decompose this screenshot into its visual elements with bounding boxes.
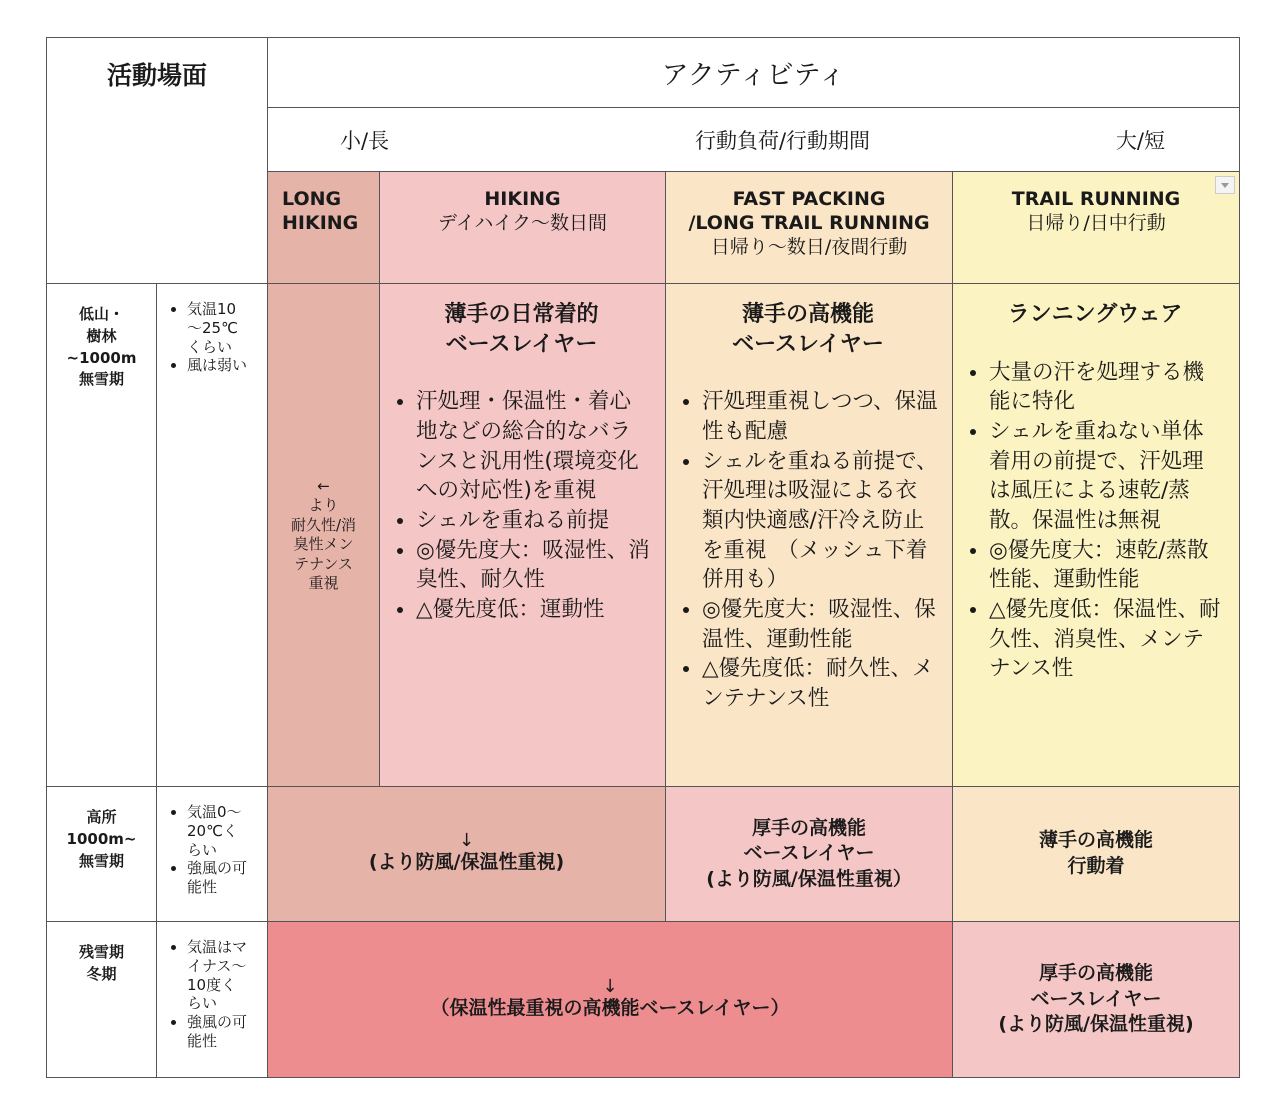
activity-layer-table bbox=[46, 37, 1240, 1078]
activity-header-label: アクティビティ bbox=[661, 60, 846, 91]
scale-left-label: 小/長 bbox=[340, 128, 390, 153]
winter-merged-cell bbox=[268, 922, 953, 1078]
column-long-hiking bbox=[268, 172, 380, 284]
list-item: • 汗処理重視しつつ、保温性も配慮 bbox=[702, 387, 938, 446]
down-arrow-icon: ↓ bbox=[458, 830, 475, 852]
winter-merged-text: （保温性最重視の高機能ベースレイヤー） bbox=[430, 996, 790, 1019]
list-item: • シェルを重ねる前提で、汗処理は吸湿による衣類内快適感/汗冷え防止を重視 （メッシュ下着併用も） bbox=[702, 447, 938, 595]
condition-item: • 強風の可 能性 bbox=[187, 1013, 263, 1051]
column-trail-running-title: TRAIL RUNNING bbox=[1011, 188, 1181, 210]
condition-item: • 気温0〜 20℃く らい bbox=[187, 803, 263, 859]
list-item: • シェルを重ねない単体着用の前提で、汗処理は風圧による速乾/蒸散。保温性は無視 bbox=[989, 417, 1225, 536]
activity-header bbox=[268, 38, 1240, 108]
scene-header bbox=[47, 38, 268, 284]
trail-running-low-cell bbox=[953, 284, 1240, 787]
list-item: • ◎優先度大：吸湿性、保温性、運動性能 bbox=[702, 595, 938, 654]
list-item: • △優先度低：運動性 bbox=[416, 595, 651, 625]
list-item: • ◎優先度大：吸湿性、消臭性、耐久性 bbox=[416, 536, 651, 595]
hiking-low-cell bbox=[380, 284, 666, 787]
condition-item: • 強風の可 能性 bbox=[187, 859, 263, 897]
scene-low-mountain: 低山・ 樹林 ~1000m 無雪期 bbox=[47, 284, 157, 787]
down-arrow-icon: ↓ bbox=[602, 975, 618, 997]
column-trail-running bbox=[953, 172, 1240, 284]
column-hiking-title: HIKING bbox=[484, 188, 561, 210]
scale-middle-label: 行動負荷/行動期間 bbox=[694, 128, 871, 153]
list-item: • △優先度低：耐久性、メンテナンス性 bbox=[702, 654, 938, 713]
list-item: • 汗処理・保温性・着心地などの総合的なバランスと汎用性(環境変化への対応性)を重視 bbox=[416, 387, 651, 506]
scene-snow-winter: 残雪期 冬期 bbox=[47, 922, 157, 1078]
hiking-low-title: 薄手の日常着的 ベースレイヤー bbox=[444, 302, 599, 357]
trail-running-high-cell: 薄手の高機能 行動着 bbox=[953, 787, 1240, 922]
list-item: • △優先度低：保温性、耐久性、消臭性、メンテナンス性 bbox=[989, 595, 1225, 684]
long-hiking-note: ← より 耐久性/消 臭性メン テナンス 重視 bbox=[268, 284, 380, 787]
load-scale-row bbox=[268, 108, 1240, 172]
scene-high-altitude: 高所 1000m~ 無雪期 bbox=[47, 787, 157, 922]
column-hiking bbox=[380, 172, 666, 284]
column-fast-packing-subtitle: 日帰り〜数日/夜間行動 bbox=[710, 235, 908, 258]
conditions-low-mountain bbox=[157, 284, 268, 787]
scale-right-label: 大/短 bbox=[1115, 128, 1165, 153]
column-long-hiking-title: LONG HIKING bbox=[282, 188, 359, 234]
column-fast-packing bbox=[666, 172, 953, 284]
list-item: • シェルを重ねる前提 bbox=[416, 506, 651, 536]
fast-packing-low-title: 薄手の高機能 ベースレイヤー bbox=[732, 302, 884, 357]
conditions-high-altitude bbox=[157, 787, 268, 922]
filter-dropdown-icon[interactable] bbox=[1215, 176, 1235, 194]
fast-packing-high-cell: 厚手の高機能 ベースレイヤー (より防風/保温性重視） bbox=[666, 787, 953, 922]
list-item: • ◎優先度大：速乾/蒸散性能、運動性能 bbox=[989, 536, 1225, 595]
trail-running-winter-cell: 厚手の高機能 ベースレイヤー (より防風/保温性重視) bbox=[953, 922, 1240, 1078]
condition-item: • 気温はマ イナス〜 10度く らい bbox=[187, 938, 263, 1013]
conditions-snow-winter bbox=[157, 922, 268, 1078]
condition-item: • 風は弱い bbox=[187, 356, 263, 375]
column-hiking-subtitle: デイハイク〜数日間 bbox=[438, 211, 607, 234]
high-merged-text: (より防風/保温性重視) bbox=[368, 851, 565, 874]
column-fast-packing-title: FAST PACKING /LONG TRAIL RUNNING bbox=[688, 188, 930, 234]
list-item: • 大量の汗を処理する機能に特化 bbox=[989, 358, 1225, 417]
column-trail-running-subtitle: 日帰り/日中行動 bbox=[1026, 211, 1166, 234]
trail-running-low-title: ランニングウェア bbox=[1007, 302, 1183, 327]
high-merged-cell bbox=[268, 787, 666, 922]
condition-item: • 気温10 〜25℃ くらい bbox=[187, 300, 263, 356]
fast-packing-low-cell bbox=[666, 284, 953, 787]
scene-header-label: 活動場面 bbox=[107, 61, 208, 90]
